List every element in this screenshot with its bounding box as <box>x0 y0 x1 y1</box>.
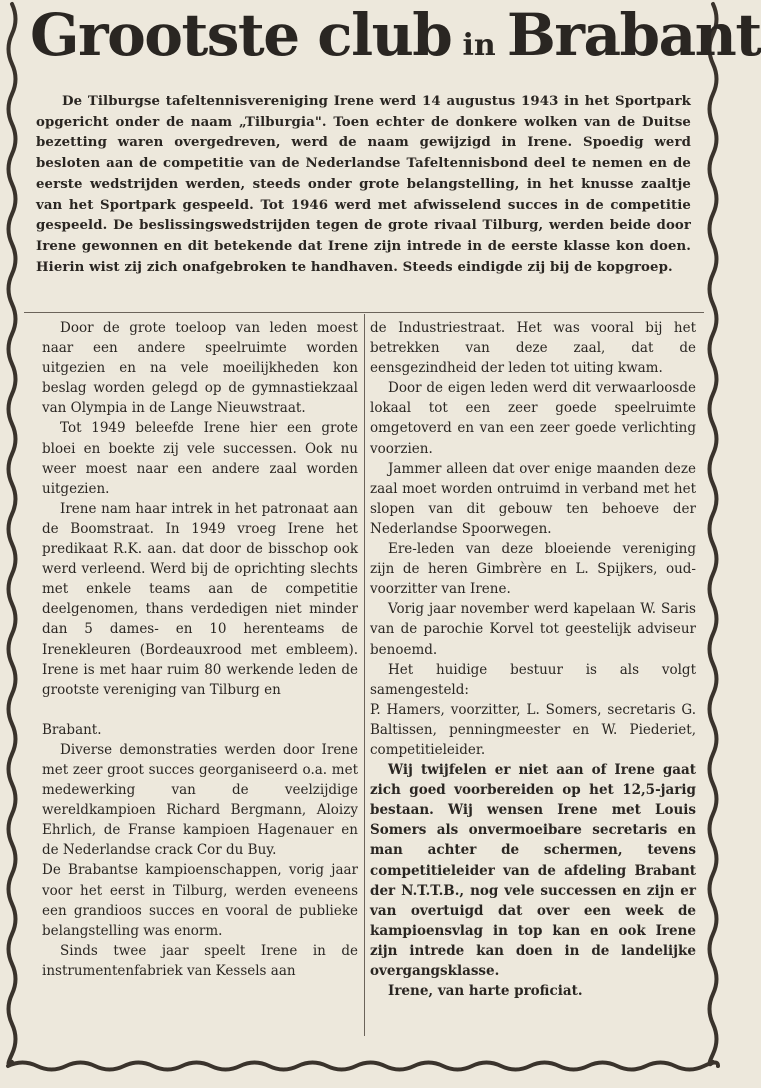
left-paragraph-1: Door de grote toeloop van leden moest naar een andere speelruimte worden uitgezien en na vele moeilijkheden kon beslag worden gelegd op de gymnastiekzaal van Olympia in de Lange Nieuwstraat. <box>42 320 358 417</box>
headline-part-3: Brabant <box>506 1 761 69</box>
headline-part-1: Grootste club <box>30 1 452 69</box>
intro-paragraph: De Tilburgse tafeltennisvereniging Irene werd 14 augustus 1943 in het Sportpark opgericht onder de naam „Tilburgia". Toen echter de donkere wolken van de Duitse bezetting waren overgedreven, werd de naam gewijzigd in Irene. Spoedig werd besloten aan de competitie van de Nederlandse Tafeltennisbond deel te nemen en de eerste wedstrijden werden, steeds onder grote belangstelling, in het knusse zaaltje van het Sportpark gespeeld. Tot 1946 werd met afwisselend succes in de competitie gespeeld. De beslissingswedstrijden tegen de grote rivaal Tilburg, werden beide door Irene gewonnen en dit betekende dat Irene zijn intrede in de eerste klasse kon doen. Hierin wist zij zich onafgebroken te handhaven. Steeds eindigde zij bij de kopgroep. <box>36 94 691 275</box>
right-paragraph-8: Wij twijfelen er niet aan of Irene gaat zich goed voorbereiden op het 12,5-jarig bestaan. Wij wensen Irene met Louis Somers als onvermoeibare secretaris en man achter de schermen, tevens competitieleider van de afdeling Brabant der N.T.T.B., nog vele successen en zijn er van overtuigd dat over een week de kampioensvlag in top kan en ook Irene zijn intrede kan doen in de landelijke overgangsklasse. <box>370 762 696 979</box>
right-paragraph-1: de Industriestraat. Het was vooral bij het betrekken van deze zaal, dat de eensgezindheid der leden tot uiting kwam. <box>370 320 696 377</box>
right-paragraph-5: Vorig jaar november werd kapelaan W. Saris van de parochie Korvel tot geestelijk adviseur benoemd. <box>370 601 696 658</box>
right-wavy-border <box>700 0 726 1088</box>
left-paragraph-2: Tot 1949 beleefde Irene hier een grote bloei en boekte zij vele successen. Ook nu weer moest naar een andere zaal worden uitgezien. <box>42 420 358 497</box>
left-wavy-border <box>0 0 26 1088</box>
right-paragraph-9: Irene, van harte proficiat. <box>388 983 583 1000</box>
left-paragraph-4: Brabant. <box>42 721 102 738</box>
right-paragraph-2: Door de eigen leden werd dit verwaarloosde lokaal tot een zeer goede speelruimte omgetoverd en van een zeer goede verlichting voorzien. <box>370 380 696 457</box>
right-column <box>370 318 696 1001</box>
wave-line <box>8 1063 718 1070</box>
column-divider <box>364 314 365 1036</box>
wave-line <box>710 4 717 1064</box>
horizontal-divider <box>24 312 704 313</box>
wave-line <box>9 4 16 1064</box>
left-paragraph-5: Diverse demonstraties werden door Irene met zeer groot succes georganiseerd o.a. met medewerking van de veelzijdige wereldkampioen Richard Bergmann, Aloizy Ehrlich, de Franse kampioen Hagenauer en de Nederlandse crack Cor du Buy. <box>42 741 358 859</box>
left-paragraph-7: Sinds twee jaar speelt Irene in de instrumentenfabriek van Kessels aan <box>42 942 358 979</box>
right-paragraph-4: Ere-leden van deze bloeiende vereniging zijn de heren Gimbrère en L. Spijkers, oud-voorzitter van Irene. <box>370 541 696 598</box>
left-column <box>42 318 358 981</box>
column-gap <box>42 700 358 720</box>
left-paragraph-6: De Brabantse kampioenschappen, vorig jaar voor het eerst in Tilburg, werden eveneens een grandioos succes en vooral de publieke belangstelling was enorm. <box>42 862 358 939</box>
headline <box>30 1 761 69</box>
right-paragraph-3: Jammer alleen dat over enige maanden deze zaal moet worden ontruimd in verband met het slopen van dit gebouw ten behoeve der Nederlandse Spoorwegen. <box>370 460 696 537</box>
right-paragraph-6: Het huidige bestuur is als volgt samengesteld: <box>370 661 696 698</box>
bottom-wavy-border <box>0 1044 726 1088</box>
left-paragraph-3: Irene nam haar intrek in het patronaat aan de Boomstraat. In 1949 vroeg Irene het predikaat R.K. aan. dat door de bisschop ook werd verleend. Werd bij de oprichting slechts met enkele teams aan de competitie deelgenomen, thans verdedigen niet minder dan 5 dames- en 10 herenteams de Irenekleuren (Bordeauxrood met embleem). Irene is met haar ruim 80 werkende leden de grootste vereniging van Tilburg en <box>42 500 358 698</box>
headline-part-2: in <box>462 28 496 63</box>
right-paragraph-7: P. Hamers, voorzitter, L. Somers, secretaris G. Baltissen, penningmeester en W. Piederiet, competitieleider. <box>370 701 696 758</box>
